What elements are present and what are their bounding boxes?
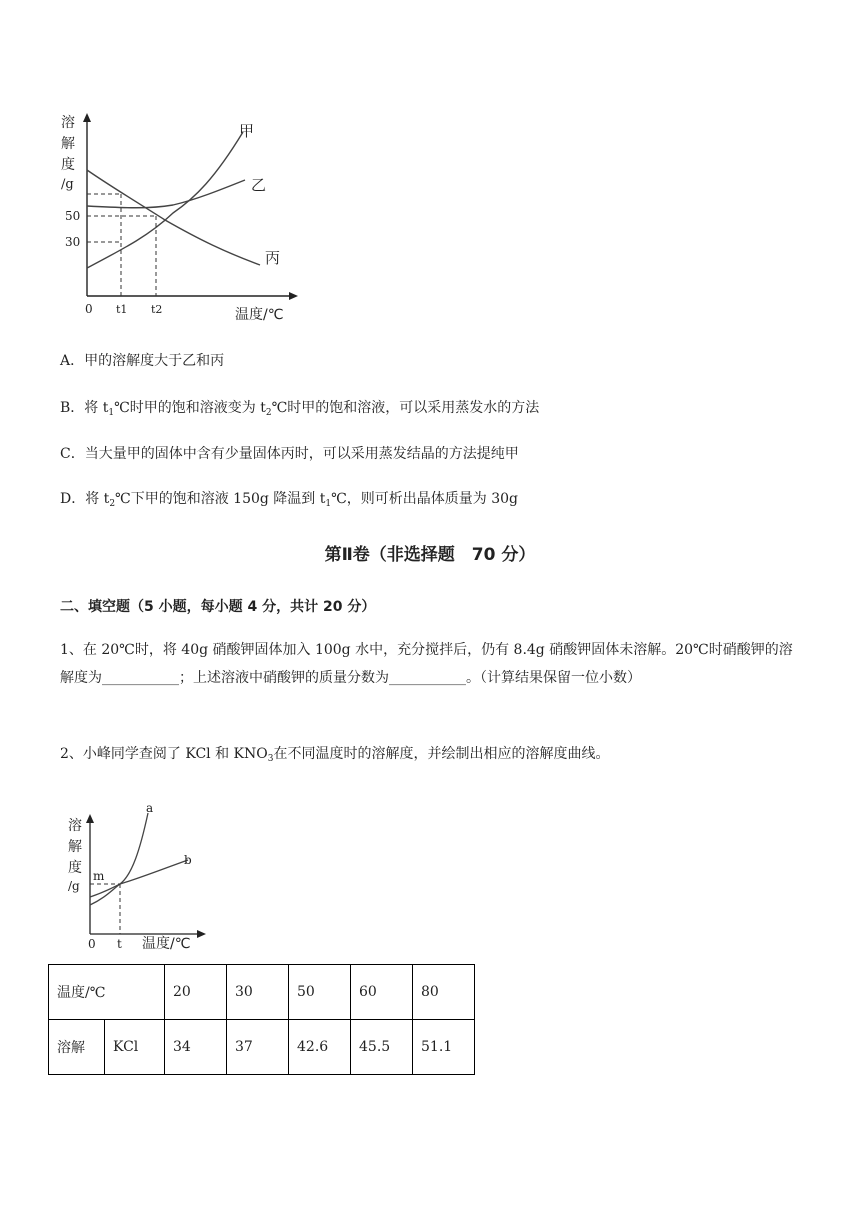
- y-label-2: 解: [61, 136, 75, 152]
- solubility-table: [48, 964, 475, 1075]
- question-2: [60, 740, 800, 773]
- x-axis-label: 温度/℃: [235, 307, 284, 323]
- table-cell: 20: [165, 965, 227, 1020]
- option-d: [60, 489, 518, 514]
- table-cell: 42.6: [289, 1020, 351, 1075]
- table-row-label: 溶解: [49, 1020, 105, 1075]
- table-cell: 30: [227, 965, 289, 1020]
- question-2-sub: 3: [267, 754, 274, 764]
- option-d-pre: D．将 t: [60, 491, 110, 507]
- x-axis-label: 温度/℃: [142, 936, 191, 952]
- option-d-sub2: 1: [325, 499, 332, 509]
- table-cell: 50: [289, 965, 351, 1020]
- table-cell: 34: [165, 1020, 227, 1075]
- label-a: a: [146, 801, 154, 815]
- option-b-post: ℃时甲的饱和溶液，可以采用蒸发水的方法: [271, 400, 540, 416]
- option-d-sub1: 2: [109, 499, 116, 509]
- y-label-3: 度: [61, 157, 75, 173]
- label-jia: 甲: [239, 122, 255, 140]
- question-2-post: 在不同温度时的溶解度，并绘制出相应的溶解度曲线。: [273, 746, 610, 762]
- solubility-graph-2: [60, 800, 210, 958]
- y-axis-arrow: [83, 113, 91, 122]
- solubility-graph-1: [55, 110, 305, 325]
- question-2-pre: 2、小峰同学查阅了 KCl 和 KNO: [60, 746, 268, 762]
- label-yi: 乙: [251, 176, 267, 194]
- section-heading: 二、填空题（5 小题，每小题 4 分，共计 20 分）: [60, 599, 376, 615]
- y-label-4: /g: [61, 177, 74, 192]
- table-cell: 51.1: [413, 1020, 475, 1075]
- option-b: [60, 398, 539, 423]
- y-label-1: 溶: [68, 818, 82, 834]
- y-tick-30: 30: [65, 235, 81, 249]
- option-d-mid: ℃下甲的饱和溶液 150g 降温到 t: [115, 491, 326, 507]
- option-b-sub1: 1: [108, 408, 115, 418]
- x-tick-t: t: [117, 937, 122, 951]
- origin-label: 0: [85, 302, 93, 316]
- y-label-3: 度: [68, 860, 82, 876]
- table-header-label: 温度/℃: [49, 965, 165, 1020]
- curve-b: [90, 860, 188, 905]
- table-substance: KCl: [105, 1020, 165, 1075]
- label-bing: 丙: [265, 249, 281, 267]
- option-b-sub2: 2: [265, 408, 272, 418]
- option-b-mid: ℃时甲的饱和溶液变为 t: [114, 400, 266, 416]
- label-b: b: [184, 853, 192, 867]
- option-a: A．甲的溶解度大于乙和丙: [60, 353, 225, 369]
- table-row: [49, 965, 475, 1020]
- option-c: C．当大量甲的固体中含有少量固体丙时，可以采用蒸发结晶的方法提纯甲: [60, 446, 519, 462]
- table-row: [49, 1020, 475, 1075]
- option-d-post: ℃，则可析出晶体质量为 30g: [331, 491, 518, 507]
- x-axis-arrow: [289, 292, 298, 300]
- x-tick-t1: t1: [116, 303, 128, 316]
- table-cell: 60: [351, 965, 413, 1020]
- question-1: 1、在 20℃时，将 40g 硝酸钾固体加入 100g 水中，充分搅拌后，仍有 8.4g 硝酸钾固体未溶解。20℃时硝酸钾的溶解度为___________；上述溶液中硝酸钾的质量分数为___________。（计算结果保留一位小数）: [60, 642, 793, 686]
- y-tick-50: 50: [65, 209, 81, 223]
- y-label-1: 溶: [61, 115, 75, 131]
- x-axis-arrow: [197, 930, 206, 938]
- table-cell: 80: [413, 965, 475, 1020]
- option-b-pre: B．将 t: [60, 400, 109, 416]
- part-title: 第Ⅱ卷（非选择题 70 分）: [324, 545, 536, 565]
- table-cell: 37: [227, 1020, 289, 1075]
- y-axis-arrow: [86, 814, 94, 823]
- table-cell: 45.5: [351, 1020, 413, 1075]
- origin-label: 0: [88, 937, 96, 951]
- y-label-4: /g: [68, 879, 80, 893]
- x-tick-t2: t2: [151, 303, 163, 316]
- point-m: m: [93, 869, 105, 883]
- y-label-2: 解: [68, 839, 82, 855]
